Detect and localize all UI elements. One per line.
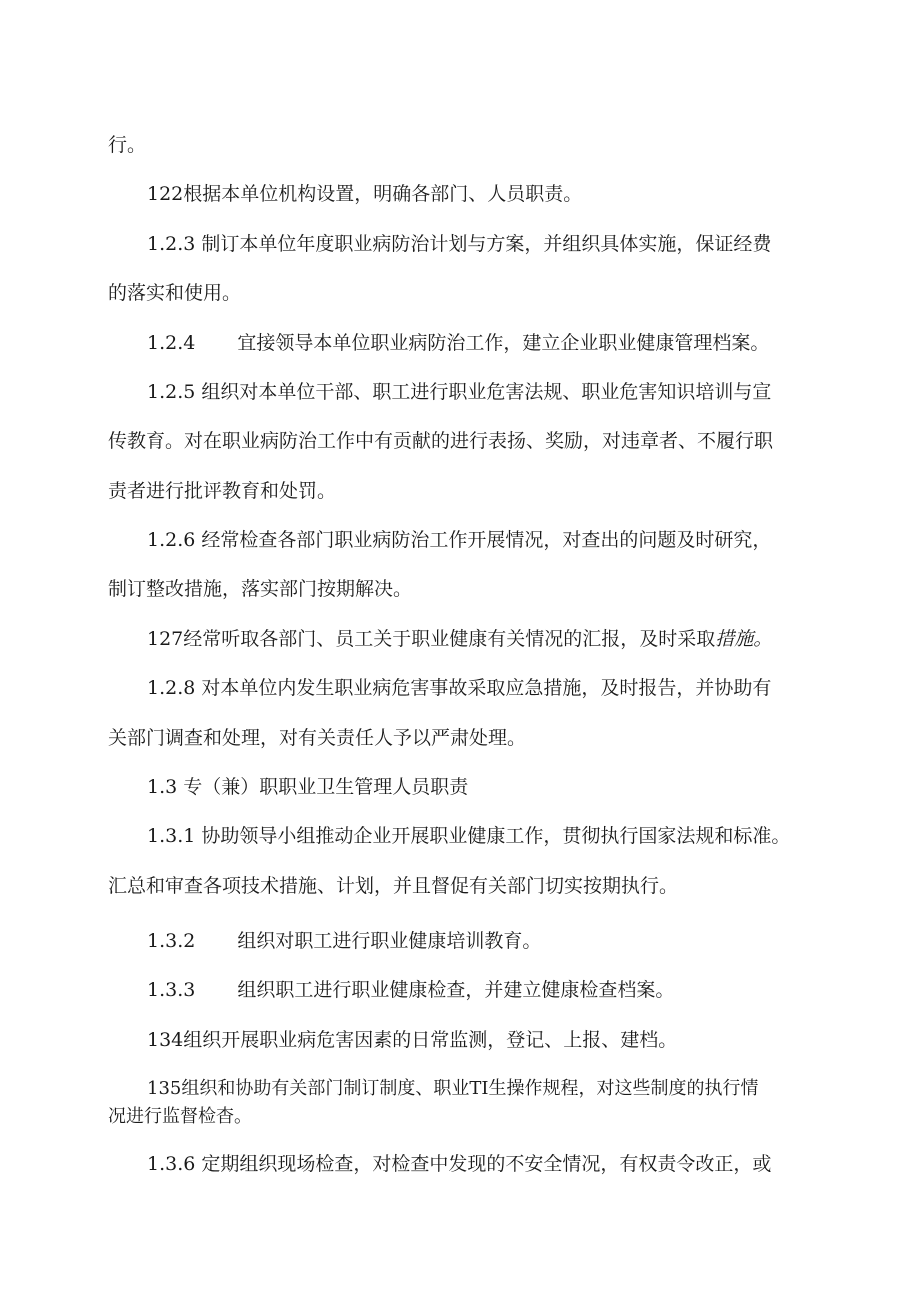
section-heading: 1.3 专（兼）职职业卫生管理人员职责 [147, 776, 469, 798]
text-line: 汇总和审查各项技术措施、计划，并且督促有关部门切实按期执行。 [108, 875, 679, 897]
text-line: 责者进行批评教育和处罚。 [108, 480, 337, 502]
text-line: 1.3.6 定期组织现场检查，对检查中发现的不安全情况，有权责令改正，或 [147, 1153, 772, 1175]
section-text: 组织对职工进行职业健康培训教育。 [237, 930, 542, 952]
section-text: 127经常听取各部门、员工关于职业健康有关情况的汇报，及时采取 [147, 628, 716, 650]
text-line: 135组织和协助有关部门制订制度、职业TI生操作规程，对这些制度的执行情 [147, 1078, 759, 1099]
text-line [147, 626, 820, 652]
text-line: 关部门调查和处理，对有关责任人予以严肃处理。 [108, 727, 527, 749]
text-line: 传教育。对在职业病防治工作中有贡献的进行表扬、奖励，对违章者、不履行职 [108, 430, 774, 452]
text-line [147, 977, 820, 1003]
italic-text: 措施。 [715, 628, 773, 650]
text-line [147, 330, 820, 356]
text-line: 1.2.6 经常检查各部门职业病防治工作开展情况，对查出的问题及时研究， [147, 529, 772, 551]
text-line: 134组织开展职业病危害因素的日常监测，登记、上报、建档。 [147, 1029, 678, 1051]
section-text: 宜接领导本单位职业病防治工作，建立企业职业健康管理档案。 [237, 332, 770, 354]
text-line: 的落实和使用。 [108, 282, 242, 304]
text-line: 况进行监督检杳。 [108, 1106, 252, 1127]
text-line: 制订整改措施，落实部门按期解决。 [108, 578, 413, 600]
section-number: 1.3.3 [147, 979, 196, 1001]
text-line: 1.2.5 组织对本单位干部、职工进行职业危害法规、职业危害知识培训与宣 [147, 381, 772, 403]
text-line: 1.2.8 对本单位内发生职业病危害事故采取应急措施，及时报告，并协助有 [147, 677, 772, 699]
text-line: 1.2.3 制订本单位年度职业病防治计划与方案，并组织具体实施，保证经费 [147, 233, 772, 255]
text-line [147, 928, 820, 954]
text-line: 行。 [108, 134, 147, 156]
text-line: 122根据本单位机构设置，明确各部门、人员职责。 [147, 183, 583, 205]
text-line: 1.3.1 协助领导小组推动企业开展职业健康工作，贯彻执行国家法规和标准。 [147, 825, 791, 847]
section-number: 1.3.2 [147, 930, 196, 952]
section-number: 1.2.4 [147, 332, 196, 354]
section-text: 组织职工进行职业健康检查，并建立健康检查档案。 [237, 979, 675, 1001]
